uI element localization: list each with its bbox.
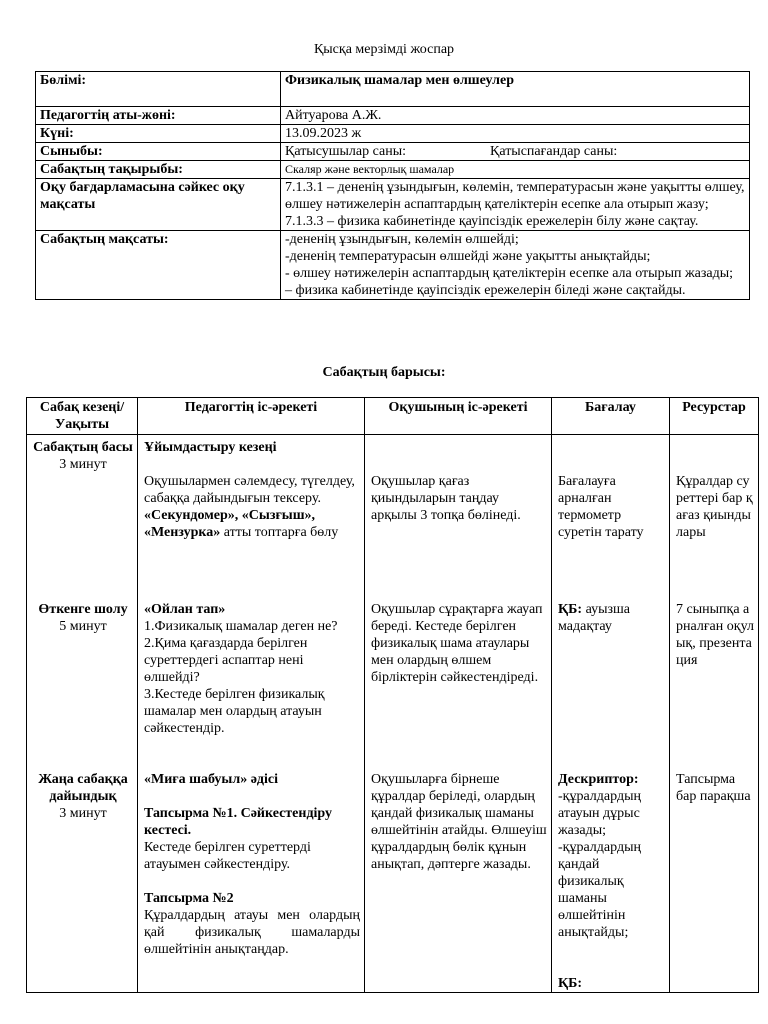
header-stage: Сабақ кезеңі/ Уақыты	[27, 398, 138, 435]
goals-label: Сабақтың мақсаты:	[36, 231, 281, 300]
task-1-title: Тапсырма №1. Сәйкестендіру кестесі.	[144, 806, 333, 838]
date-value: 13.09.2023 ж	[281, 125, 750, 143]
progress-header-row	[27, 398, 759, 435]
topic-label: Сабақтың тақырыбы:	[36, 161, 281, 179]
student-text: Оқушылар сұрақтарға жауап береді. Кестеде берілген физикалық шама атаулары мен олардың өлшем бірліктерін сәйкестендіреді.	[371, 602, 543, 685]
student-text: Оқушылар қағаз қиындыларын таңдау арқылы 3 топқа бөлінеді.	[371, 474, 521, 523]
activity-heading: «Миға шабуыл» әдісі	[144, 772, 278, 787]
teacher-label: Педагогтің аты-жөні:	[36, 107, 281, 125]
teacher-value: Айтуарова А.Ж.	[281, 107, 750, 125]
objective-1: 7.1.3.1 – дененің ұзындығын, көлемін, температурасын және уақытты өлшеу, өлшеу нәтижелерін аспаптардың қателіктерін есепке ала отырып жазу;	[285, 180, 745, 212]
objective-2: 7.1.3.3 – физика кабинетінде қауіпсіздік ережелерін білу және сақтау.	[285, 214, 699, 229]
descriptor-title: Дескриптор:	[558, 772, 639, 787]
goal-3: - өлшеу нәтижелерін аспаптардың қателіктерін есепке ала отырып жазады;	[285, 266, 734, 281]
topic-value: Скаляр және векторлық шамалар	[281, 161, 750, 179]
section-label: Бөлімі:	[36, 72, 281, 107]
absent-label: Қатыспағандар саны:	[490, 144, 618, 159]
present-label: Қатысушылар саны:	[285, 144, 407, 159]
stage-name: Сабақтың басы	[33, 440, 133, 455]
info-row-teacher	[36, 107, 750, 125]
section-value: Физикалық шамалар мен өлшеулер	[281, 72, 750, 107]
info-row-date	[36, 125, 750, 143]
info-row-objectives	[36, 179, 750, 231]
header-resources: Ресурстар	[670, 398, 759, 435]
stage-name: Өткенге шолу	[38, 602, 128, 617]
lesson-info-table	[35, 71, 750, 300]
class-label: Сыныбы:	[36, 143, 281, 161]
task-1-text: Кестеде берілген суреттерді атауымен сәйкестендіру.	[144, 840, 311, 872]
descriptor-1: -құралдардың атауын дұрыс жазады;	[558, 789, 641, 838]
goal-4: – физика кабинетінде қауіпсіздік ережелерін біледі және сақтайды.	[285, 283, 686, 298]
stage-time: 3 минут	[59, 806, 107, 821]
student-activity-cell	[365, 435, 552, 993]
teacher-activity-cell	[138, 435, 365, 993]
header-assessment: Бағалау	[552, 398, 670, 435]
question-2: 2.Қима қағаздарда берілген суреттердегі аспаптар нені өлшейді?	[144, 636, 308, 685]
task-2-title: Тапсырма №2	[144, 891, 234, 906]
resources-cell	[670, 435, 759, 993]
document-title: Қысқа мерзімді жоспар	[313, 42, 455, 57]
stage-name: Жаңа сабаққа дайындық	[38, 772, 128, 804]
info-row-section	[36, 72, 750, 107]
objectives-label: Оқу бағдарламасына сәйкес оқу мақсаты	[36, 179, 281, 231]
resources-text: 7 сыныпқа арналған оқулық, презентация	[676, 602, 754, 668]
date-label: Күні:	[36, 125, 281, 143]
goal-1: -дененің ұзындығын, көлемін өлшейді;	[285, 232, 519, 247]
teacher-text: Оқушылармен сәлемдесу, түгелдеу, сабаққа дайындығын тексеру.	[144, 474, 355, 506]
activity-heading: Ұйымдастыру кезеңі	[144, 440, 277, 455]
goals-cell	[281, 231, 750, 300]
assessment-text	[558, 601, 665, 635]
groups-text	[144, 507, 360, 541]
header-teacher: Педагогтің іс-әрекеті	[138, 398, 365, 435]
header-student: Оқушының іс-әрекеті	[365, 398, 552, 435]
resources-text: Құралдар суреттері бар қағаз қиындылары	[676, 474, 753, 540]
info-row-goals	[36, 231, 750, 300]
stage-cell	[27, 435, 138, 993]
goal-2: -дененің температурасын өлшейді және уақытты анықтайды;	[285, 249, 651, 264]
task-2-text: Құралдардың атауы мен олардың қай физикалық шамаларды өлшейтінін анықтаңдар.	[144, 908, 360, 957]
progress-section-title: Сабақтың барысы:	[322, 365, 446, 380]
objectives-cell	[281, 179, 750, 231]
info-row-class	[36, 143, 750, 161]
stage-time: 5 минут	[59, 619, 107, 634]
stage-time: 3 минут	[59, 457, 107, 472]
assessment-tail: ауызша мадақтау	[558, 602, 631, 634]
descriptor-2: -құралдардың қандай физикалық шаманы өлшейтінін анықтайды;	[558, 840, 641, 940]
question-1: 1.Физикалық шамалар деген не?	[144, 619, 338, 634]
attendance-cell	[281, 143, 750, 161]
resources-text: Тапсырма бар парақша	[676, 772, 751, 804]
activity-heading: «Ойлан тап»	[144, 602, 226, 617]
assessment-cell	[552, 435, 670, 993]
student-text: Оқушыларға бірнеше құралдар беріледі, олардың қандай физикалық шаманы өлшейтінін атайды. Өлшеуіш құралдардың бөлік құнын анықтап, дәптерге жазады.	[371, 772, 547, 872]
groups-tail: атты топтарға бөлу	[220, 525, 339, 540]
assessment-text: Бағалауға арналған термометр суретін тарату	[558, 474, 644, 540]
formative-label: ҚБ:	[558, 602, 583, 617]
progress-row	[27, 435, 759, 993]
group-names: «Секундомер», «Сызғыш», «Мензурка»	[144, 508, 316, 540]
formative-label: ҚБ:	[558, 976, 583, 991]
info-row-topic	[36, 161, 750, 179]
lesson-progress-table	[26, 397, 759, 993]
question-3: 3.Кестеде берілген физикалық шамалар мен олардың атауын сәйкестендір.	[144, 687, 325, 736]
